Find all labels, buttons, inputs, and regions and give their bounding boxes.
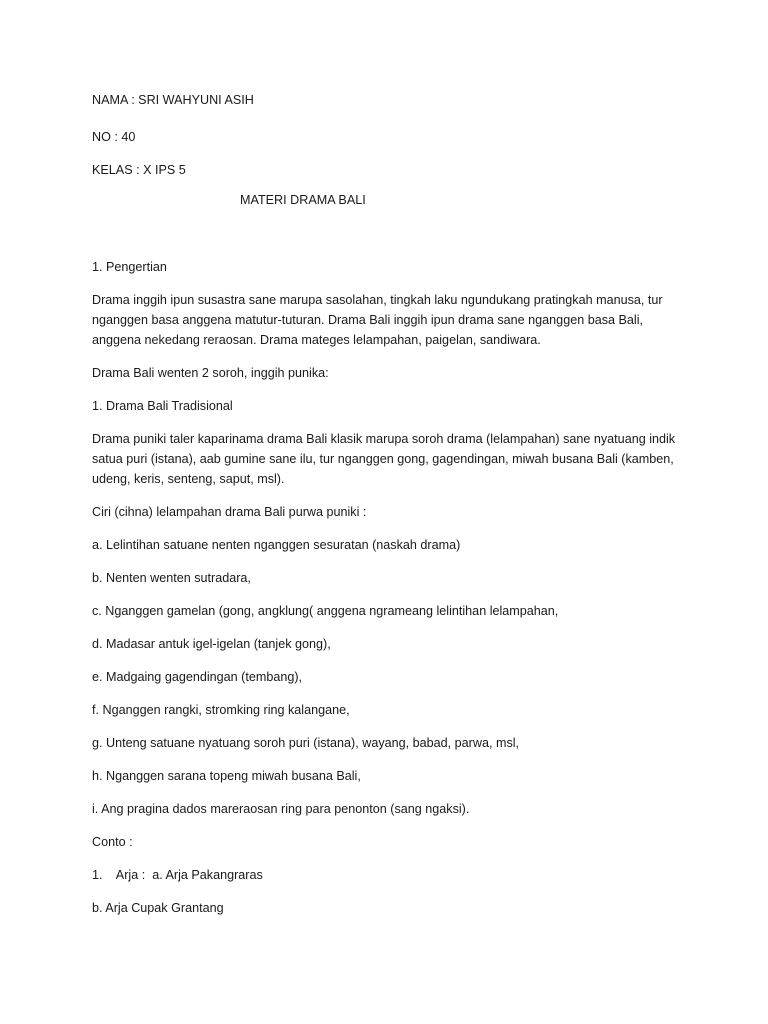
- conto-item: 1. Arja : a. Arja Pakangraras: [92, 868, 263, 882]
- list-item: i. Ang pragina dados mareraosan ring para penonton (sang ngaksi).: [92, 802, 470, 816]
- ciri-intro: Ciri (cihna) lelampahan drama Bali purwa puniki :: [92, 505, 367, 519]
- paragraph-line: anggena nekedang reraosan. Drama mateges lelampahan, paigelan, sandiwara.: [92, 333, 541, 347]
- section-heading: 1. Pengertian: [92, 260, 167, 274]
- subheading: 1. Drama Bali Tradisional: [92, 399, 233, 413]
- list-item: e. Madgaing gagendingan (tembang),: [92, 670, 303, 684]
- list-item: a. Lelintihan satuane nenten nganggen sesuratan (naskah drama): [92, 538, 461, 552]
- conto-label: Conto :: [92, 835, 133, 849]
- list-item: b. Nenten wenten sutradara,: [92, 571, 251, 585]
- list-item: f. Nganggen rangki, stromking ring kalangane,: [92, 703, 350, 717]
- student-class: KELAS : X IPS 5: [92, 163, 186, 177]
- list-item: h. Nganggen sarana topeng miwah busana Bali,: [92, 769, 361, 783]
- paragraph-line: Drama puniki taler kaparinama drama Bali klasik marupa soroh drama (lelampahan) sane nyatuang indik: [92, 432, 676, 446]
- document-title: MATERI DRAMA BALI: [240, 193, 366, 207]
- paragraph-line: udeng, keris, senteng, saput, msl).: [92, 472, 285, 486]
- paragraph: Drama Bali wenten 2 soroh, inggih punika:: [92, 366, 329, 380]
- student-number: NO : 40: [92, 130, 136, 144]
- paragraph-line: nganggen basa anggena matutur-tuturan. Drama Bali inggih ipun drama sane nganggen basa Bali,: [92, 313, 644, 327]
- conto-item: b. Arja Cupak Grantang: [92, 901, 224, 915]
- list-item: g. Unteng satuane nyatuang soroh puri (istana), wayang, babad, parwa, msl,: [92, 736, 520, 750]
- paragraph-line: satua puri (istana), aab gumine sane ilu, tur nganggen gong, gagendingan, miwah busana Bali (kamben,: [92, 452, 674, 466]
- list-item: d. Madasar antuk igel-igelan (tanjek gong),: [92, 637, 331, 651]
- list-item: c. Nganggen gamelan (gong, angklung( anggena ngrameang lelintihan lelampahan,: [92, 604, 559, 618]
- student-name: NAMA : SRI WAHYUNI ASIH: [92, 93, 254, 107]
- paragraph-line: Drama inggih ipun susastra sane marupa sasolahan, tingkah laku ngundukang pratingkah manusa, tur: [92, 293, 663, 307]
